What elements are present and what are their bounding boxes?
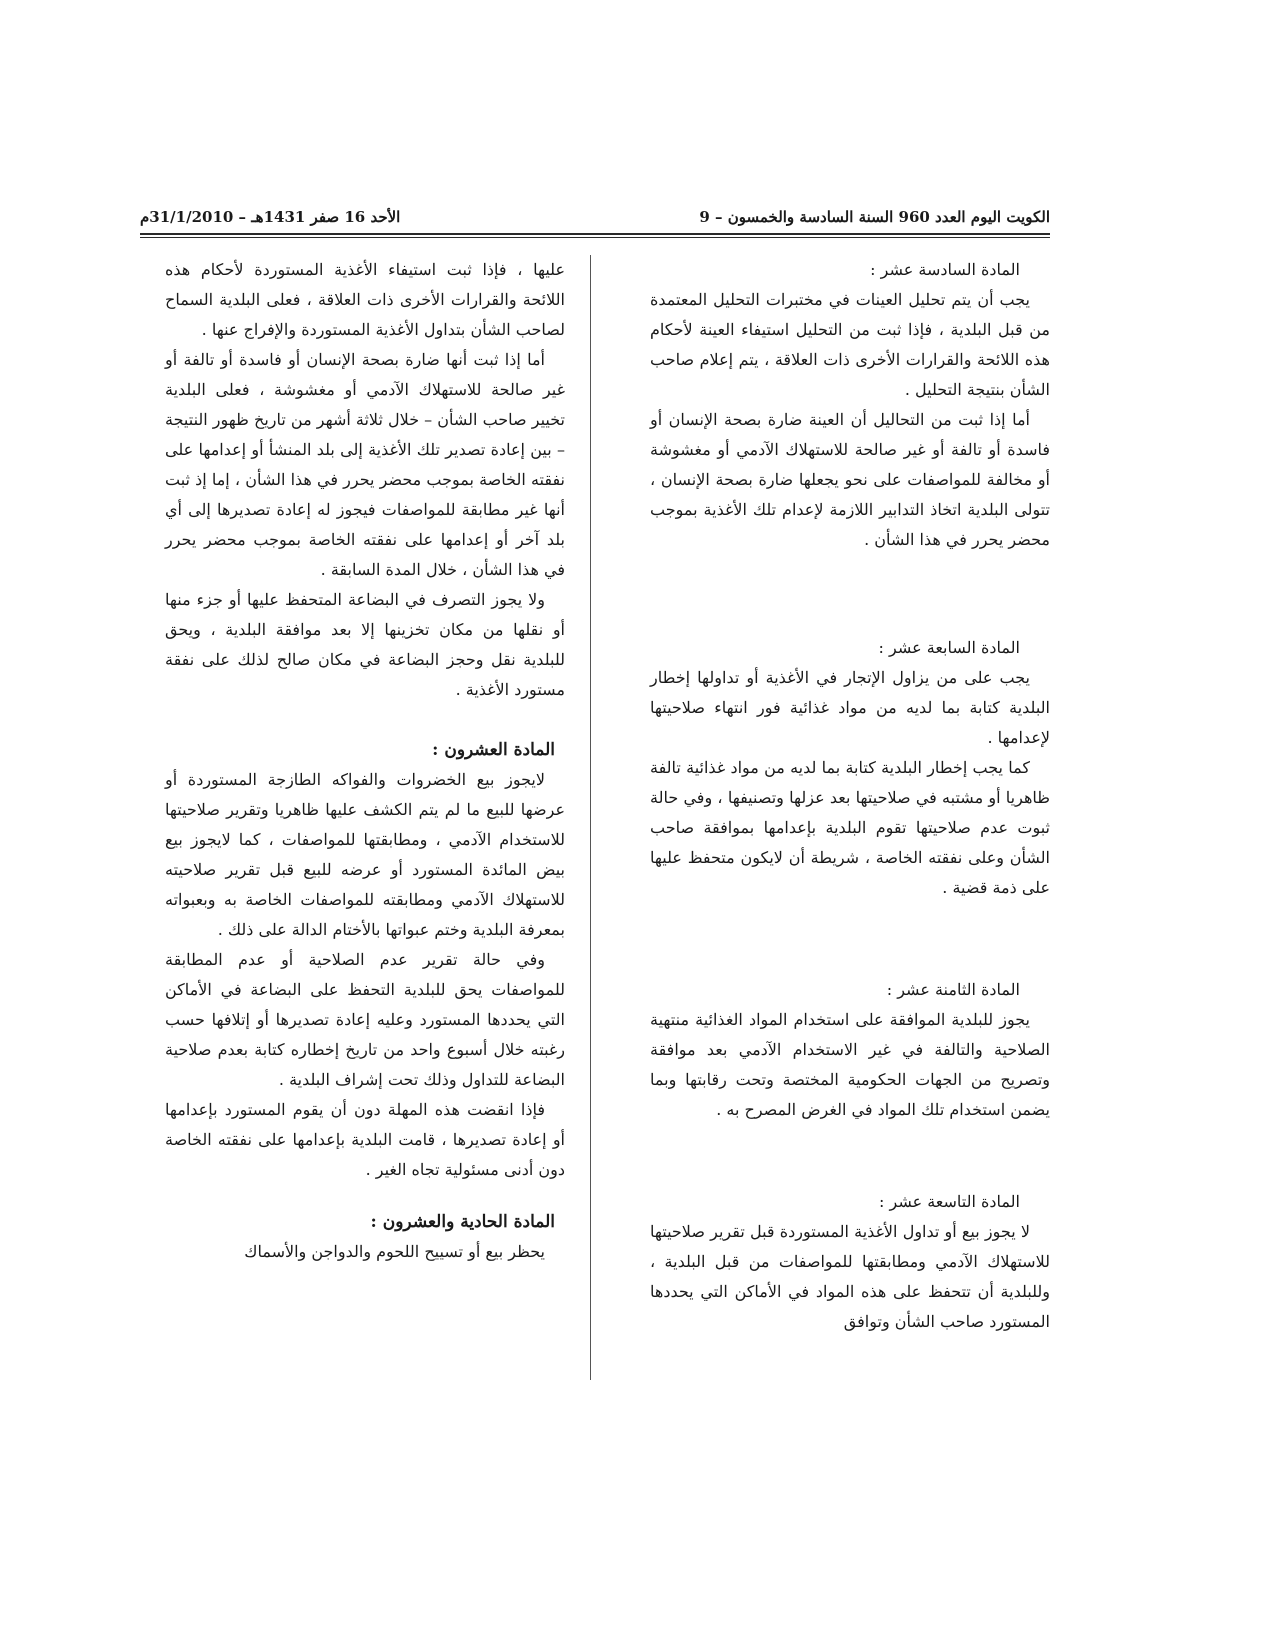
- article-20-paragraph-1: لايجوز بيع الخضروات والفواكه الطازجة المستوردة أو عرضها للبيع ما لم يتم الكشف عليها ظاهريا وتقرير صلاحيتها للاستخدام الآدمي ، ومطابقتها للمواصفات ، كما لايجوز بيع بيض المائدة المستورد أو عرضه للبيع قبل تقرير صلاحيته للاستهلاك الآدمي ومطابقته للمواصفات الخاصة به وبعبواته بمعرفة البلدية وختم عبواتها بالأختام الدالة على ذلك .: [165, 770, 565, 939]
- header-rule-thick: [140, 233, 1050, 235]
- article-21-title: المادة الحادية والعشرون :: [370, 1212, 555, 1232]
- article-17-paragraph-2: كما يجب إخطار البلدية كتابة بما لديه من مواد غذائية تالفة ظاهريا أو مشتبه في صلاحيتها بعد عزلها وتصنيفها ، وفي حالة ثبوت عدم صلاحيتها تقوم البلدية بإعدامها بموافقة صاحب الشأن وعلى نفقته الخاصة ، شريطة أن لايكون متحفظ عليها على ذمة قضية .: [650, 758, 1050, 897]
- issue-date-header: الأحد 16 صفر 1431هـ – 31/1/2010م: [140, 208, 401, 226]
- page-header: [140, 200, 1050, 236]
- article-17-paragraph-1: يجب على من يزاول الإتجار في الأغذية أو تداولها إخطار البلدية كتابة بما لديه من مواد غذائية فور انتهاء صلاحيتها لإعدامها .: [650, 668, 1050, 747]
- left-column: [165, 255, 565, 1267]
- header-rule-thin: [140, 237, 1050, 238]
- right-column: [650, 255, 1050, 1337]
- gazette-issue-header: الكويت اليوم العدد 960 السنة السادسة والخمسون – 9: [699, 208, 1050, 226]
- article-16-title: المادة السادسة عشر :: [870, 260, 1020, 279]
- article-16-paragraph-2: أما إذا ثبت من التحاليل أن العينة ضارة بصحة الإنسان أو فاسدة أو تالفة أو غير صالحة للاستهلاك الآدمي أو مغشوشة أو مخالفة للمواصفات على نحو يجعلها ضارة بصحة الإنسان ، تتولى البلدية اتخاذ التدابير اللازمة لإعدام تلك الأغذية بموجب محضر يحرر في هذا الشأن .: [650, 410, 1050, 549]
- article-18-title: المادة الثامنة عشر :: [886, 980, 1020, 999]
- spacer: [165, 1185, 565, 1207]
- article-19-title: المادة التاسعة عشر :: [879, 1192, 1020, 1211]
- spacer: [650, 555, 1050, 633]
- article-18-paragraph-1: يجوز للبلدية الموافقة على استخدام المواد الغذائية منتهية الصلاحية والتالفة في غير الاستخدام الآدمي بعد موافقة وتصريح من الجهات الحكومية المختصة وتحت رقابتها وبما يضمن استخدام تلك المواد في الغرض المصرح به .: [650, 1010, 1050, 1119]
- article-16-paragraph-1: يجب أن يتم تحليل العينات في مختبرات التحليل المعتمدة من قبل البلدية ، فإذا ثبت من التحليل استيفاء العينة لأحكام هذه اللائحة والقرارات الأخرى ذات العلاقة ، يتم إعلام صاحب الشأن بنتيجة التحليل .: [650, 290, 1050, 399]
- article-17-title: المادة السابعة عشر :: [878, 638, 1020, 657]
- article-19-paragraph-1: لا يجوز بيع أو تداول الأغذية المستوردة قبل تقرير صلاحيتها للاستهلاك الآدمي ومطابقتها للمواصفات من قبل البلدية ، وللبلدية أن تتحفظ على هذه المواد في الأماكن التي يحددها المستورد صاحب الشأن وتوافق: [650, 1222, 1050, 1331]
- spacer: [650, 903, 1050, 975]
- article-21-paragraph-1: يحظر بيع أو تسييح اللحوم والدواجن والأسماك: [244, 1242, 545, 1261]
- column-divider: [590, 255, 591, 1380]
- continued-paragraph-2: أما إذا ثبت أنها ضارة بصحة الإنسان أو فاسدة أو تالفة أو غير صالحة للاستهلاك الآدمي أو مغشوشة ، فعلى البلدية تخيير صاحب الشأن – خلال ثلاثة أشهر من تاريخ ظهور النتيجة – بين إعادة تصدير تلك الأغذية إلى بلد المنشأ أو إعدامها على نفقته الخاصة بموجب محضر يحرر في هذا الشأن ، إما إذ ثبت أنها غير مطابقة للمواصفات فيجوز له إعادة تصديرها إلى أي بلد آخر أو إعدامها على نفقته الخاصة بموجب محضر يحرر في هذا الشأن ، خلال المدة السابقة .: [165, 350, 565, 579]
- article-20-paragraph-3: فإذا انقضت هذه المهلة دون أن يقوم المستورد بإعدامها أو إعادة تصديرها ، قامت البلدية بإعدامها على نفقته الخاصة دون أدنى مسئولية تجاه الغير .: [165, 1100, 565, 1179]
- continued-paragraph-3: ولا يجوز التصرف في البضاعة المتحفظ عليها أو جزء منها أو نقلها من مكان تخزينها إلا بعد موافقة البلدية ، ويحق للبلدية نقل وحجز البضاعة في مكان صالح لذلك على نفقة مستورد الأغذية .: [165, 590, 565, 699]
- spacer: [650, 1125, 1050, 1187]
- spacer: [165, 705, 565, 735]
- article-20-title: المادة العشرون :: [432, 740, 555, 760]
- continued-paragraph-1: عليها ، فإذا ثبت استيفاء الأغذية المستوردة لأحكام هذه اللائحة والقرارات الأخرى ذات العلاقة ، فعلى البلدية السماح لصاحب الشأن بتداول الأغذية المستوردة والإفراج عنها .: [165, 260, 565, 339]
- article-20-paragraph-2: وفي حالة تقرير عدم الصلاحية أو عدم المطابقة للمواصفات يحق للبلدية التحفظ على البضاعة في الأماكن التي يحددها المستورد وعليه إعادة تصديرها أو إتلافها حسب رغبته خلال أسبوع واحد من تاريخ إخطاره كتابة بعدم صلاحية البضاعة للتداول وذلك تحت إشراف البلدية .: [165, 950, 565, 1089]
